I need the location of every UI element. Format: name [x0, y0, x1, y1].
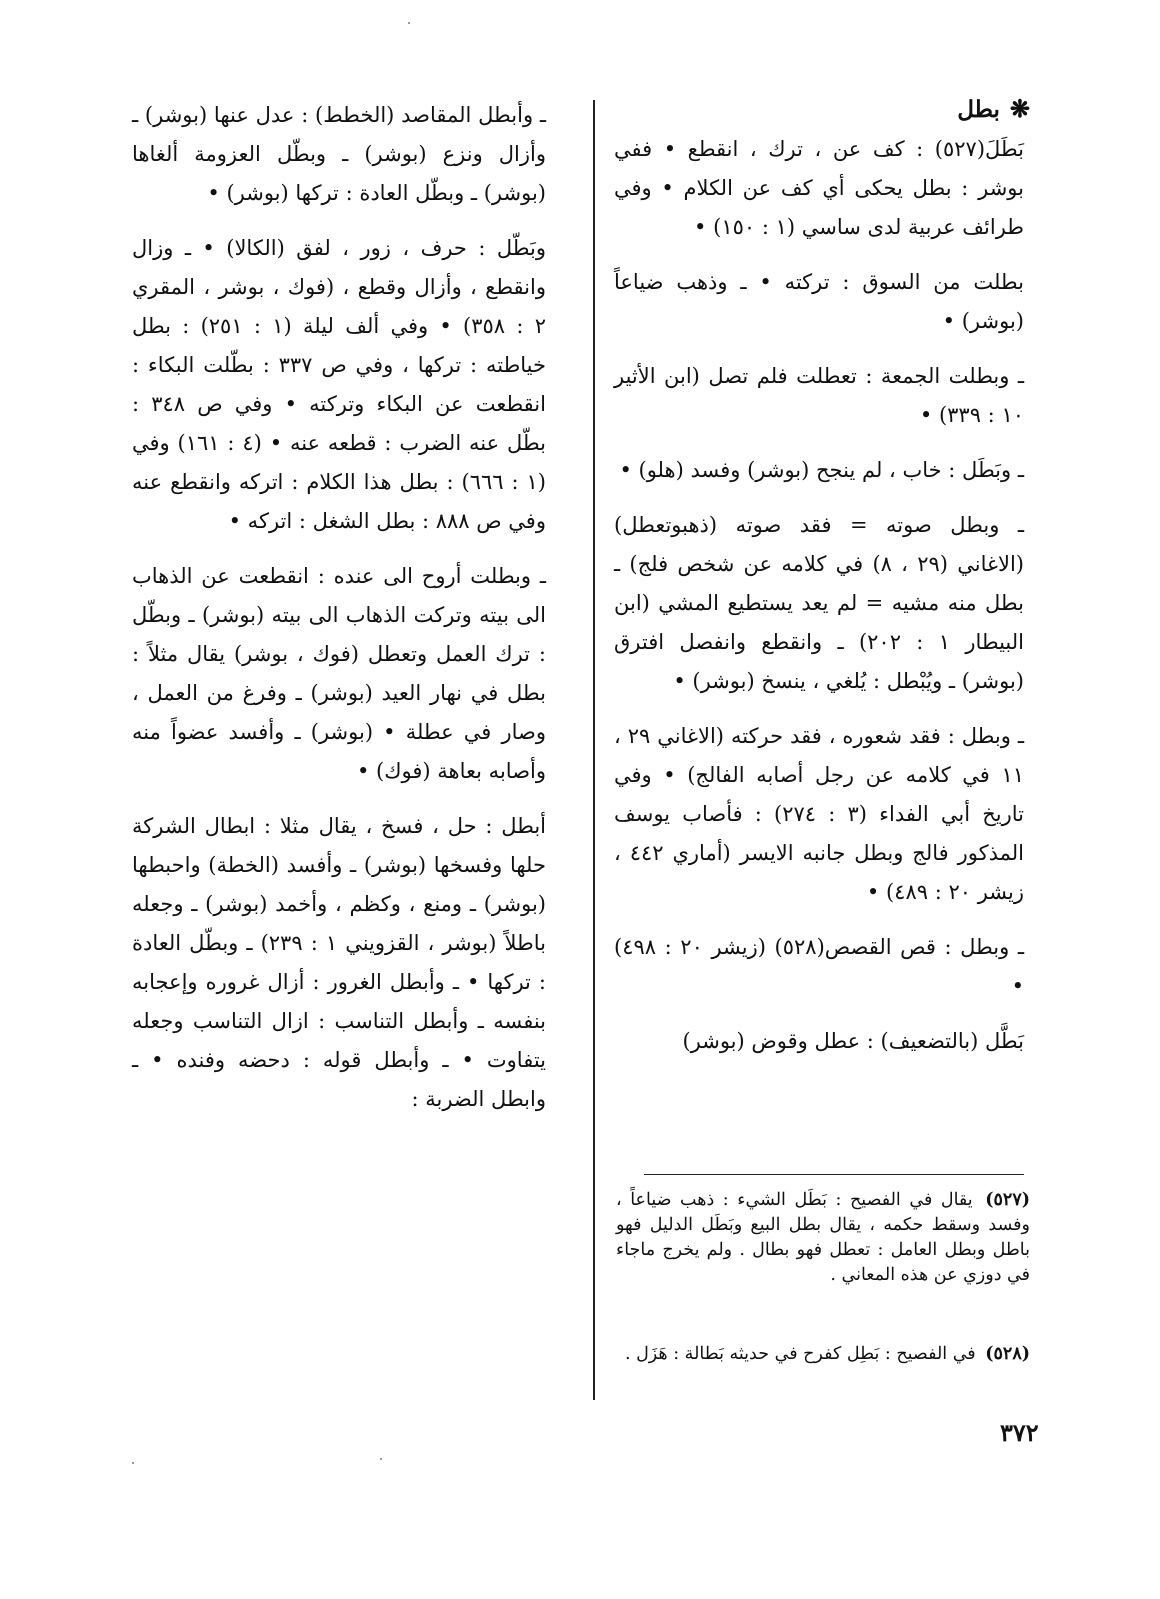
paragraph: أبطل : حل ، فسخ ، يقال مثلا : ابطال الشركة حلها وفسخها (بوشر) ـ وأفسد (الخطة) واحبطها (بوشر) ـ ومنع ، وكظم ، وأخمد (بوشر) ـ وجعله باطلاً (بوشر ، القزويني ١ : ٢٣٩) ـ وبطّل العادة : تركها • ـ وأبطل الغرور : أزال غروره وإعجابه بنفسه ـ وأبطل التناسب : ازال التناسب وجعله يتفاوت • ـ وأبطل قوله : دحضه وفنده • ـ وابطل الضربة : [132, 814, 546, 1111]
footnote-divider [644, 1174, 1024, 1175]
paragraph: وبَطّل : حرف ، زور ، لفق (الكالا) • ـ وزال وانقطع ، وأزال وقطع ، (فوك ، بوشر ، المقري ٢ : ٣٥٨) • وفي ألف ليلة (١ : ٢٥١) : بطل خياطته : تركها ، وفي ص ٣٣٧ : بطّلت البكاء : انقطعت عن البكاء وتركته • وفي ص ٣٤٨ : بطّل عنه الضرب : قطعه عنه • (٤ : ١٦١) وفي (١ : ٦٦٦) : بطل هذا الكلام : اتركه وانقطع عنه وفي ص ٨٨٨ : بطل الشغل : اتركه • [132, 236, 547, 533]
paragraph: ـ وبطل : قص القصص(٥٢٨) (زيشر ٢٠ : ٤٩٨) • [614, 935, 1024, 998]
footnote-text: يقال في الفصيح : بَطَل الشيء : ذهب ضياعاً ، وفسد وسقط حكمه ، يقال بطل البيع وبَطَل الدليل فهو باطل وبطل العامل : تعطل فهو بطال . ولم يخرج ماجاء في دوزي عن هذه المعاني . [616, 1190, 1030, 1285]
paragraph: ـ وبَطَل : خاب ، لم ينجح (بوشر) وفسد (هلو) • [619, 458, 1024, 482]
paragraph: ـ وبطلت أروح الى عنده : انقطعت عن الذهاب الى بيته وتركت الذهاب الى بيته (بوشر) ـ وبطّل : ترك العمل وتعطل (فوك ، بوشر) يقال مثلاً : بطل في نهار العيد (بوشر) ـ وفرغ من العمل ، وصار في عطلة • (بوشر) ـ وأفسد عضواً منه وأصابه بعاهة (فوك) • [132, 564, 546, 783]
footnote-number: (٥٢٧) [985, 1190, 1030, 1210]
footnote-number: (٥٢٨) [985, 1344, 1030, 1364]
footnote-text: في الفصيح : بَطِل كفرح في حديثه بَطالة : هَزَل . [624, 1344, 976, 1364]
paragraph: بَطَّل (بالتضعيف) : عطل وقوض (بوشر) [682, 1029, 1024, 1053]
scan-speck [132, 1462, 134, 1464]
left-column [132, 96, 546, 1135]
paragraph: ـ وأبطل المقاصد (الخطط) : عدل عنها (بوشر) ـ وأزال ونزع (بوشر) ـ وبطّل العزومة ألغاها (بوشر) ـ وبطّل العادة : تركها (بوشر) • [132, 103, 546, 205]
paragraph: بَطَلَ(٥٢٧) : كف عن ، ترك ، انقطع • ففي بوشر : بطل يحكى أي كف عن الكلام • وفي طرائف عربية لدى ساسي (١ : ١٥٠) • [614, 137, 1024, 239]
paragraph: ـ وبطل : فقد شعوره ، فقد حركته (الاغاني ٢٩ ، ١١ في كلامه عن رجل أصابه الفالج) • وفي تاريخ أبي الفداء (٣ : ٢٧٤) : فأصاب يوسف المذكور فالج وبطل جانبه الايسر (أماري ٤٤٢ ، زيشر ٢٠ : ٤٨٩) • [614, 724, 1024, 904]
paragraph: بطلت من السوق : تركته • ـ وذهب ضياعاً (بوشر) • [614, 270, 1024, 333]
column-divider [593, 100, 595, 1400]
footnote [616, 1342, 1030, 1367]
entry-heading [957, 94, 1030, 123]
paragraph: ـ وبطلت الجمعة : تعطلت فلم تصل (ابن الأثير ١٠ : ٣٣٩) • [614, 364, 1024, 427]
star-icon: ❋ [1009, 94, 1030, 123]
scan-speck [380, 1458, 382, 1460]
right-column [614, 130, 1024, 1077]
root-word: بطل [957, 96, 1000, 123]
scan-speck [408, 22, 410, 24]
page-number: ٣٧٢ [1000, 1418, 1039, 1447]
paragraph: ـ وبطل صوته = فقد صوته (ذهبوتعطل) (الاغاني (٢٩ ، ٨) في كلامه عن شخص فلج) ـ بطل منه مشيه = لم يعد يستطيع المشي (ابن البيطار ١ : ٢٠٢) ـ وانقطع وانفصل افترق (بوشر) ـ ويُبْطل : يُلغي ، ينسخ (بوشر) • [614, 513, 1024, 693]
footnote [616, 1188, 1030, 1288]
